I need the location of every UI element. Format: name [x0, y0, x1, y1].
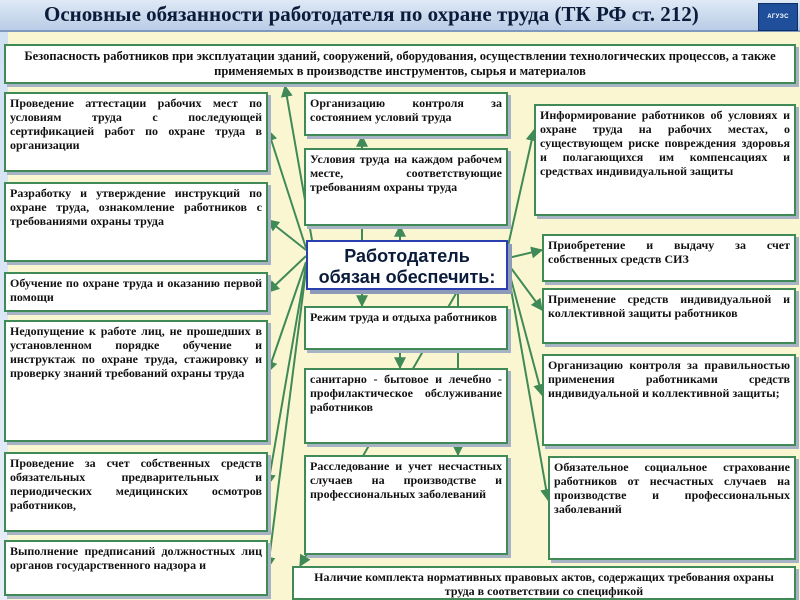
university-logo: АГУЭС: [758, 3, 798, 31]
middle-box-work-rest: Режим труда и отдыха работников: [304, 306, 508, 350]
right-box-protection-use: Применение средств индивидуальной и коллективной защиты работников: [542, 288, 796, 344]
left-box-training: Обучение по охране труда и оказанию первой помощи: [4, 272, 268, 312]
middle-box-control: Организацию контроля за состоянием условий труда: [304, 92, 508, 136]
right-box-ppe-purchase: Приобретение и выдачу за счет собственных средств СИЗ: [542, 234, 796, 282]
middle-box-conditions: Условия труда на каждом рабочем месте, соответствующие требованиям охраны труда: [304, 148, 508, 226]
left-box-certification: Проведение аттестации рабочих мест по условиям труда с последующей сертификацией работ по охране труда в организации: [4, 92, 268, 172]
left-box-admission: Недопущение к работе лиц, не прошедших в установленном порядке обучение и инструктаж по охране труда, стажировку и проверку знаний требований охраны труда: [4, 320, 268, 442]
right-box-informing: Информирование работников об условиях и охране труда на рабочих местах, о существующем риске повреждения здоровья и полагающихся им компенсациях и средствах индивидуальной защиты: [534, 104, 796, 216]
employer-obligated-center: Работодатель обязан обеспечить:: [306, 240, 508, 290]
middle-box-investigation: Расследование и учет несчастных случаев на производстве и профессиональных заболеваний: [304, 455, 508, 555]
safety-operations-box: Безопасность работников при эксплуатации зданий, сооружений, оборудования, осуществлении технологических процессов, а также применяемых в производстве инструментов, сырья и материалов: [4, 44, 796, 84]
left-box-medical: Проведение за счет собственных средств обязательных предварительных и периодических медицинских осмотров работников,: [4, 452, 268, 532]
right-box-insurance: Обязательное социальное страхование работников от несчастных случаев на производстве и профессиональных заболеваний: [548, 456, 796, 560]
middle-box-sanitary: санитарно - бытовое и лечебно - профилактическое обслуживание работников: [304, 368, 508, 444]
left-box-inspections: Выполнение предписаний должностных лиц органов государственного надзора и: [4, 540, 268, 596]
right-box-protection-control: Организацию контроля за правильностью применения работниками средств индивидуальной и коллективной защиты;: [542, 354, 796, 446]
slide-title: Основные обязанности работодателя по охране труда (ТК РФ ст. 212): [44, 2, 699, 26]
left-box-instructions: Разработку и утверждение инструкций по охране труда, ознакомление работников с требованиями охраны труда: [4, 182, 268, 262]
bottom-box-legal-acts: Наличие комплекта нормативных правовых актов, содержащих требования охраны труда в соответствии со спецификой: [292, 566, 796, 600]
